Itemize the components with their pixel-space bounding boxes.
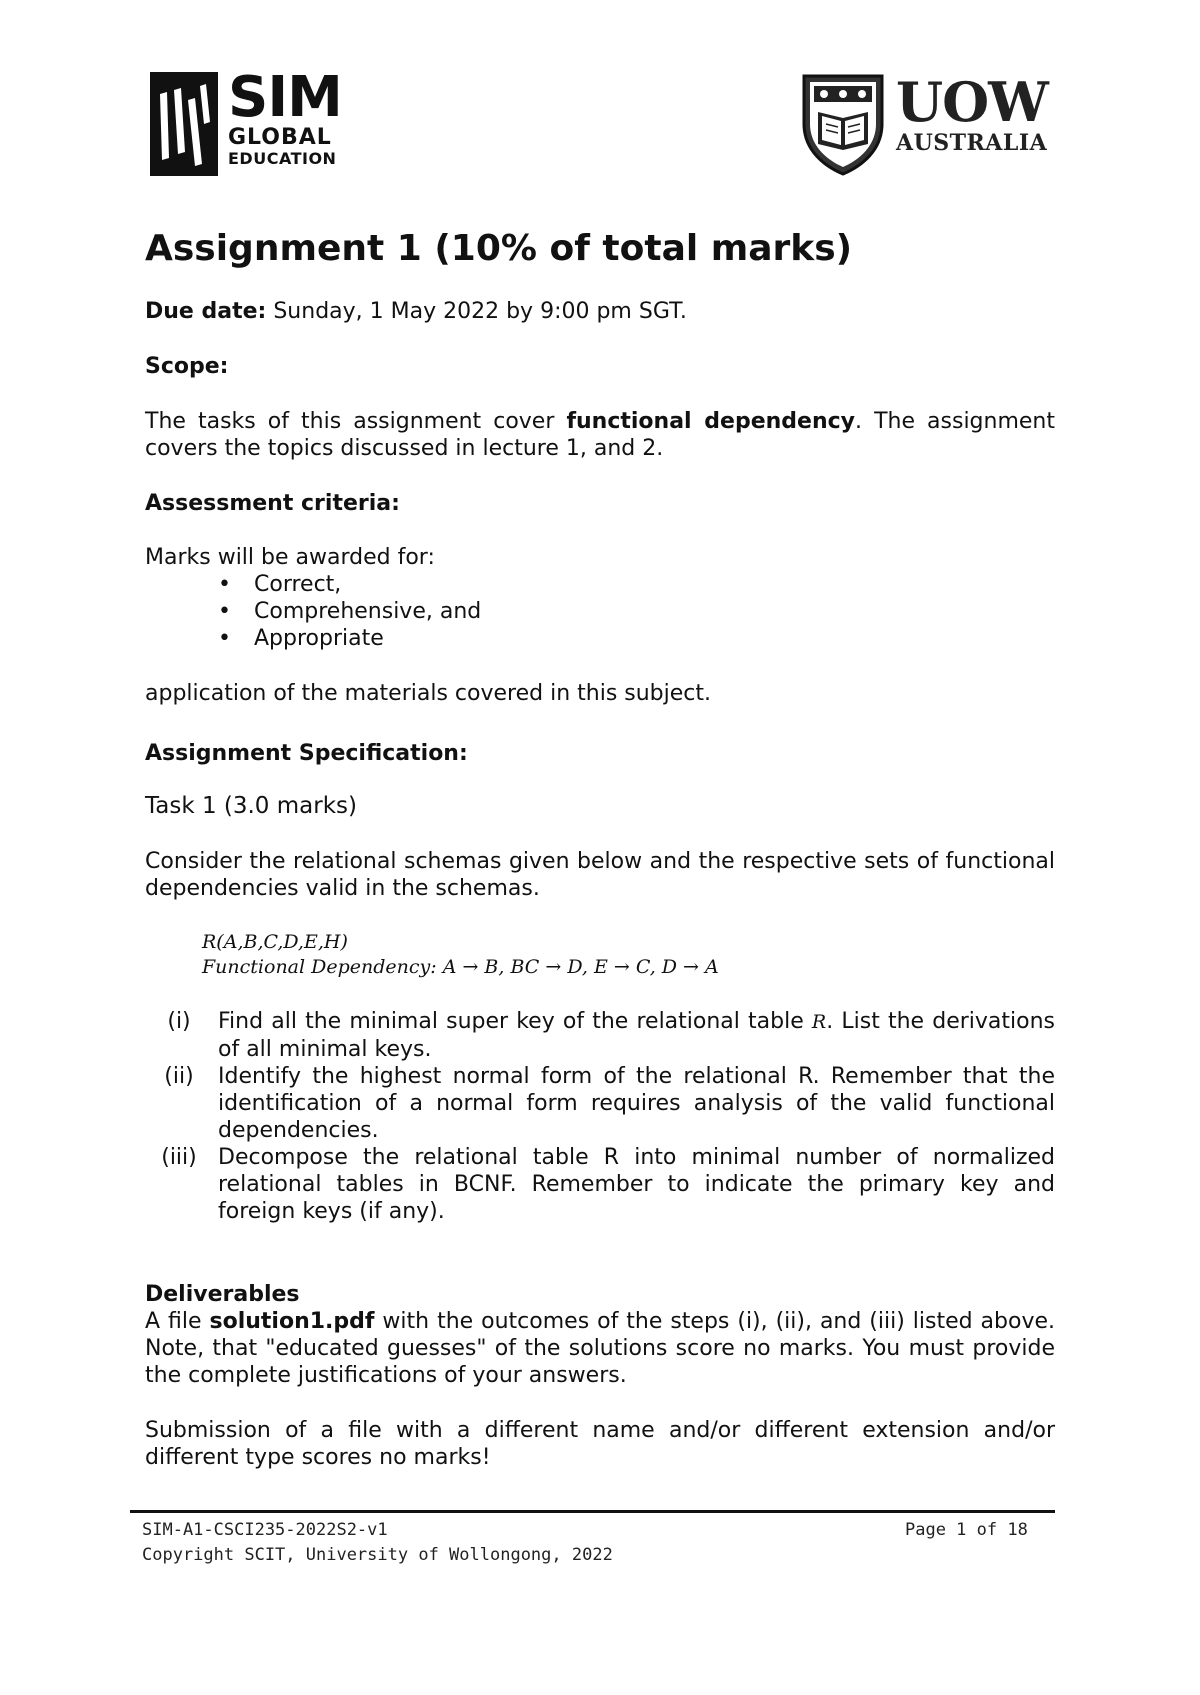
step-text-part: . List the derivations of all minimal keys. (218, 1009, 1055, 1062)
scope-text-after: . The assignment covers the topics discussed in lecture 1, and 2. (145, 409, 1055, 461)
specification-heading: Assignment Specification: (145, 741, 468, 766)
list-item (140, 1144, 1055, 1225)
step-number: (iii) (161, 1145, 197, 1170)
sim-logo-text: SIM (228, 65, 342, 130)
deliverables-filename: solution1.pdf (209, 1309, 375, 1334)
sim-logo-global: GLOBAL (228, 125, 332, 150)
uow-logo-australia: AUSTRALIA (896, 130, 1048, 156)
list-item: • Comprehensive, and (218, 598, 481, 625)
scope-heading: Scope: (145, 354, 229, 379)
uow-australia-logo (800, 72, 1060, 182)
scope-paragraph (145, 408, 1055, 462)
list-item: • Correct, (218, 571, 481, 598)
step-text-part: Find all the minimal super key of the relational table (218, 1009, 812, 1034)
criteria-list (218, 571, 481, 652)
due-date-label: Due date: (145, 299, 267, 324)
scope-bold-topic: functional dependency (566, 409, 856, 434)
task1-heading: Task 1 (3.0 marks) (145, 793, 357, 819)
list-item: • Appropriate (218, 625, 481, 652)
criteria-outro: application of the materials covered in this subject. (145, 681, 712, 706)
relational-schema: R(A,B,C,D,E,H) (202, 931, 348, 953)
uow-logo-text: UOW (896, 70, 1048, 134)
sim-logo-mark (150, 72, 218, 176)
sim-logo-education: EDUCATION (228, 149, 337, 168)
due-date (145, 298, 687, 325)
step-math: R (811, 1011, 827, 1033)
document-code: SIM-A1-CSCI235-2022S2-v1 (142, 1520, 388, 1540)
footer-divider (130, 1510, 1055, 1513)
criteria-heading: Assessment criteria: (145, 491, 400, 516)
page-number: Page 1 of 18 (905, 1520, 1028, 1540)
uow-shield-icon (800, 72, 886, 176)
sim-global-education-logo (150, 65, 350, 180)
footer-left (142, 1518, 613, 1568)
criteria-intro: Marks will be awarded for: (145, 545, 435, 570)
task1-intro: Consider the relational schemas given below and the respective sets of functional dependencies valid in the schemas. (145, 849, 1055, 901)
step-text: Identify the highest normal form of the relational R. Remember that the identification of a normal form requires analysis of the valid functional dependencies. (218, 1064, 1055, 1143)
step-number: (ii) (164, 1064, 194, 1089)
step-text (218, 1008, 1055, 1063)
copyright-notice: Copyright SCIT, University of Wollongong, 2022 (142, 1545, 613, 1565)
page-title: Assignment 1 (10% of total marks) (145, 228, 853, 269)
task1-steps (140, 1008, 1055, 1225)
due-date-value: Sunday, 1 May 2022 by 9:00 pm SGT. (266, 299, 687, 324)
scope-text: The tasks of this assignment cover (145, 409, 567, 434)
functional-dependencies: Functional Dependency: A → B, BC → D, E → C, D → A (202, 956, 719, 978)
deliverables-text-after: with the outcomes of the steps (i), (ii), and (iii) listed above. Note, that "educated guesses" of the solutions score no marks. You must provide the complete justifications of your answers. (145, 1309, 1055, 1388)
list-item (140, 1063, 1055, 1144)
list-item (140, 1008, 1055, 1063)
deliverables-heading: Deliverables (145, 1282, 300, 1307)
deliverables-paragraph (145, 1308, 1055, 1389)
deliverables-text: A file (145, 1309, 210, 1334)
step-number: (i) (167, 1009, 191, 1034)
step-text: Decompose the relational table R into minimal number of normalized relational tables in BCNF. Remember to indicate the primary key and foreign keys (if any). (218, 1145, 1055, 1224)
submission-note: Submission of a file with a different name and/or different extension and/or different type scores no marks! (145, 1418, 1055, 1470)
